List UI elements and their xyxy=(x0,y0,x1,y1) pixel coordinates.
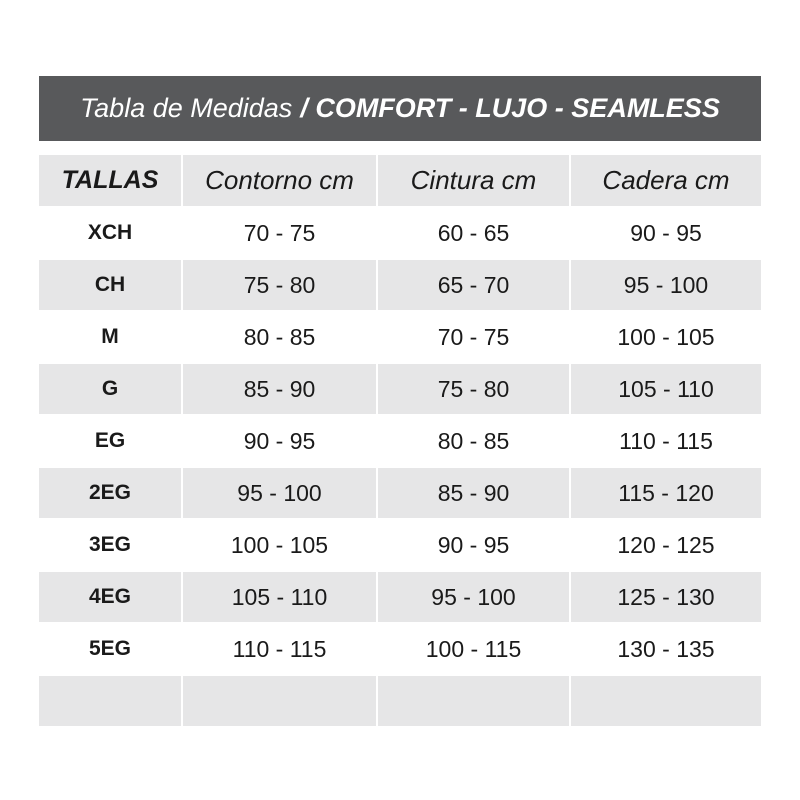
cadera-cell: 90 - 95 xyxy=(630,219,702,246)
contorno-cell xyxy=(183,676,376,726)
table-row xyxy=(39,312,761,362)
cadera-cell: 115 - 120 xyxy=(571,468,761,518)
contorno-cell: 95 - 100 xyxy=(183,468,376,518)
cadera-cell: 110 - 115 xyxy=(619,427,713,454)
size-cell: 5EG xyxy=(88,637,132,660)
table-row xyxy=(39,624,761,674)
table-header-row xyxy=(39,155,761,206)
table-row xyxy=(39,364,761,414)
size-cell: EG xyxy=(94,429,126,452)
cadera-cell: 105 - 110 xyxy=(571,364,761,414)
contorno-cell: 75 - 80 xyxy=(183,260,376,310)
size-cell: 2EG xyxy=(39,468,181,518)
cintura-cell: 85 - 90 xyxy=(378,468,569,518)
contorno-cell: 105 - 110 xyxy=(183,572,376,622)
header-cadera: Cadera cm xyxy=(571,155,761,206)
cintura-cell: 70 - 75 xyxy=(437,323,510,350)
contorno-cell: 110 - 115 xyxy=(232,635,327,662)
header-tallas: TALLAS xyxy=(39,155,181,206)
table-row xyxy=(39,520,761,570)
cintura-cell: 100 - 115 xyxy=(425,635,522,662)
cadera-cell: 95 - 100 xyxy=(571,260,761,310)
title-text: Tabla de Medidas xyxy=(80,93,293,123)
size-cell: G xyxy=(39,364,181,414)
size-cell: 4EG xyxy=(39,572,181,622)
cadera-cell: 120 - 125 xyxy=(617,531,715,558)
cintura-cell: 75 - 80 xyxy=(378,364,569,414)
table-title xyxy=(39,76,761,141)
table-row xyxy=(39,468,761,518)
header-cintura: Cintura cm xyxy=(378,155,569,206)
contorno-cell: 80 - 85 xyxy=(243,323,316,350)
cintura-cell: 95 - 100 xyxy=(378,572,569,622)
contorno-cell: 85 - 90 xyxy=(183,364,376,414)
size-cell: XCH xyxy=(87,221,133,244)
cintura-cell: 60 - 65 xyxy=(437,219,510,246)
size-cell: M xyxy=(101,325,119,348)
table-row xyxy=(39,572,761,622)
cadera-cell: 100 - 105 xyxy=(617,323,715,350)
contorno-cell: 100 - 105 xyxy=(230,531,329,558)
table-row xyxy=(39,416,761,466)
table-row xyxy=(39,260,761,310)
header-contorno: Contorno cm xyxy=(183,155,376,206)
table-row-empty xyxy=(39,676,761,726)
title-product-lines: / COMFORT - LUJO - SEAMLESS xyxy=(300,93,720,123)
size-cell xyxy=(39,676,181,726)
size-cell: CH xyxy=(39,260,181,310)
cadera-cell xyxy=(571,676,761,726)
cadera-cell: 125 - 130 xyxy=(571,572,761,622)
cintura-cell xyxy=(378,676,569,726)
contorno-cell: 90 - 95 xyxy=(243,427,316,454)
contorno-cell: 70 - 75 xyxy=(243,219,316,246)
table-row xyxy=(39,208,761,258)
cadera-cell: 130 - 135 xyxy=(617,635,715,662)
cintura-cell: 65 - 70 xyxy=(378,260,569,310)
size-chart-table xyxy=(39,155,761,728)
cintura-cell: 90 - 95 xyxy=(437,531,510,558)
size-cell: 3EG xyxy=(88,533,132,556)
cintura-cell: 80 - 85 xyxy=(437,427,510,454)
